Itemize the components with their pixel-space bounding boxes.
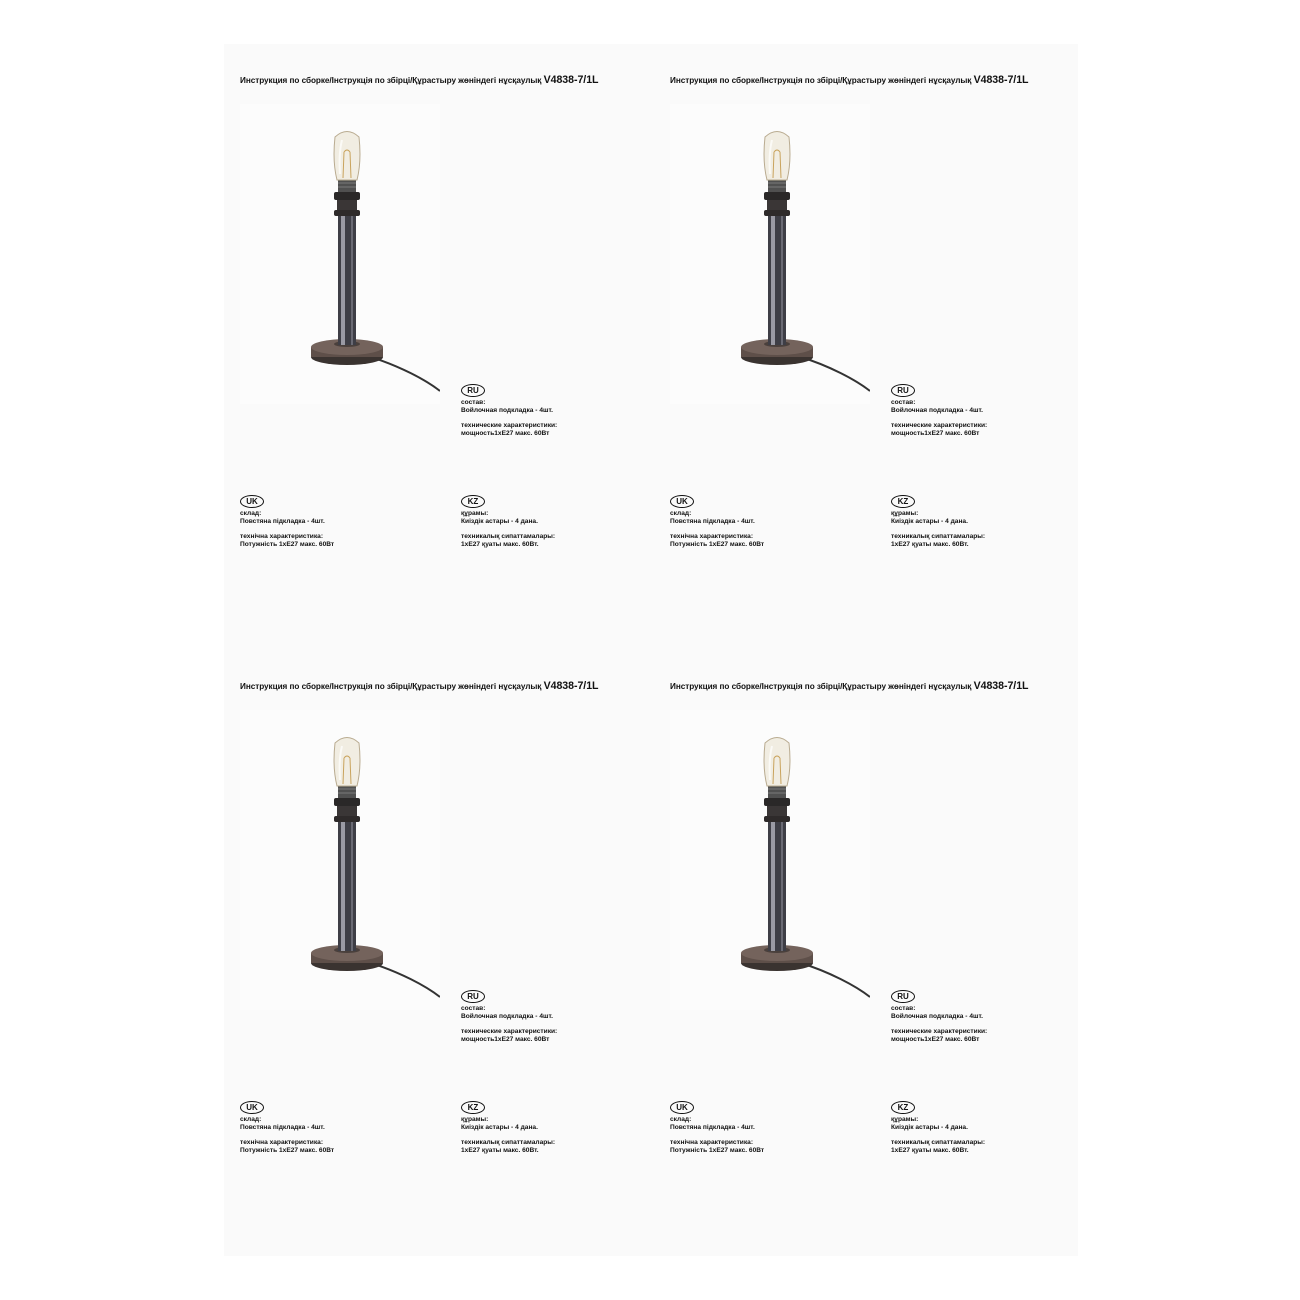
ru-section [891, 990, 987, 1043]
kz-specs-value: 1хE27 қуаты макс. 60Вт. [461, 1146, 539, 1154]
ru-composition-label: состав: [891, 1005, 916, 1012]
title-text: Инструкция по сборке/Інструкція по збірці/Құрастыру жөніндегі нұсқаулық [670, 76, 972, 85]
kz-composition-label: құрамы: [891, 510, 919, 517]
uk-composition-value: Повстяна підкладка - 4шт. [240, 517, 325, 525]
kz-language-badge: KZ [891, 495, 915, 508]
title-text: Инструкция по сборке/Інструкція по збірці/Құрастыру жөніндегі нұсқаулық [240, 682, 542, 691]
instruction-panel [654, 44, 1084, 650]
ru-section [891, 384, 987, 437]
kz-specs-label: техникалық сипаттамалары: [461, 533, 556, 541]
ru-specs-label: технические характеристики: [891, 1028, 988, 1036]
lamp-photo [670, 710, 870, 1010]
uk-specs-label: технічна характеристика: [240, 1139, 324, 1147]
ru-language-badge: RU [891, 384, 915, 397]
uk-language-badge: UK [670, 495, 694, 508]
ru-section [461, 990, 557, 1043]
model-number: V4838-7/1L [973, 74, 1029, 86]
uk-composition-label: склад: [240, 1116, 262, 1123]
instruction-sheet [224, 44, 1078, 1256]
uk-specs-label: технічна характеристика: [240, 533, 324, 541]
lamp-photo [670, 104, 870, 404]
kz-specs-label: техникалық сипаттамалары: [891, 1139, 986, 1147]
uk-section [240, 495, 334, 548]
model-number: V4838-7/1L [973, 680, 1029, 692]
kz-composition-value: Киіздік астары - 4 дана. [891, 517, 968, 525]
kz-composition-label: құрамы: [461, 1116, 489, 1123]
ru-composition-label: состав: [461, 399, 486, 406]
ru-composition-value: Войлочная подкладка - 4шт. [891, 1012, 983, 1020]
kz-language-badge: KZ [891, 1101, 915, 1114]
uk-composition-label: склад: [670, 510, 692, 517]
uk-specs-label: технічна характеристика: [670, 533, 754, 541]
kz-composition-label: құрамы: [461, 510, 489, 517]
kz-composition-value: Киіздік астары - 4 дана. [461, 1123, 538, 1131]
kz-specs-value: 1хE27 қуаты макс. 60Вт. [461, 540, 539, 548]
ru-specs-value: мощность1хE27 макс. 60Вт [891, 429, 980, 437]
ru-language-badge: RU [461, 990, 485, 1003]
ru-section [461, 384, 557, 437]
ru-specs-value: мощность1хE27 макс. 60Вт [891, 1035, 980, 1043]
uk-language-badge: UK [670, 1101, 694, 1114]
model-number: V4838-7/1L [543, 74, 599, 86]
uk-specs-value: Потужність 1хE27 макс. 60Вт [670, 540, 765, 548]
kz-language-badge: KZ [461, 495, 485, 508]
instruction-panel [654, 650, 1084, 1256]
kz-section [461, 1101, 555, 1154]
ru-specs-value: мощность1хE27 макс. 60Вт [461, 1035, 550, 1043]
ru-specs-label: технические характеристики: [891, 422, 988, 430]
uk-composition-value: Повстяна підкладка - 4шт. [670, 517, 755, 525]
kz-section [891, 1101, 985, 1154]
kz-specs-label: техникалық сипаттамалары: [891, 533, 986, 541]
uk-composition-value: Повстяна підкладка - 4шт. [670, 1123, 755, 1131]
lamp-photo [240, 104, 440, 404]
uk-section [240, 1101, 334, 1154]
kz-section [891, 495, 985, 548]
instruction-panel [224, 44, 654, 650]
uk-specs-value: Потужність 1хE27 макс. 60Вт [240, 1146, 335, 1154]
instruction-panel [224, 650, 654, 1256]
kz-section [461, 495, 555, 548]
uk-composition-label: склад: [240, 510, 262, 517]
ru-specs-label: технические характеристики: [461, 422, 558, 430]
ru-composition-value: Войлочная подкладка - 4шт. [461, 406, 553, 414]
kz-specs-value: 1хE27 қуаты макс. 60Вт. [891, 540, 969, 548]
ru-specs-label: технические характеристики: [461, 1028, 558, 1036]
uk-section [670, 495, 764, 548]
kz-specs-label: техникалық сипаттамалары: [461, 1139, 556, 1147]
lamp-photo [240, 710, 440, 1010]
instruction-title [240, 680, 598, 692]
ru-composition-value: Войлочная подкладка - 4шт. [461, 1012, 553, 1020]
uk-composition-value: Повстяна підкладка - 4шт. [240, 1123, 325, 1131]
kz-composition-value: Киіздік астары - 4 дана. [891, 1123, 968, 1131]
uk-composition-label: склад: [670, 1116, 692, 1123]
instruction-title [670, 74, 1028, 86]
instruction-title [670, 680, 1028, 692]
ru-composition-label: состав: [461, 1005, 486, 1012]
kz-specs-value: 1хE27 қуаты макс. 60Вт. [891, 1146, 969, 1154]
uk-specs-label: технічна характеристика: [670, 1139, 754, 1147]
title-text: Инструкция по сборке/Інструкція по збірці/Құрастыру жөніндегі нұсқаулық [240, 76, 542, 85]
ru-specs-value: мощность1хE27 макс. 60Вт [461, 429, 550, 437]
uk-specs-value: Потужність 1хE27 макс. 60Вт [670, 1146, 765, 1154]
uk-specs-value: Потужність 1хE27 макс. 60Вт [240, 540, 335, 548]
title-text: Инструкция по сборке/Інструкція по збірці/Құрастыру жөніндегі нұсқаулық [670, 682, 972, 691]
ru-language-badge: RU [461, 384, 485, 397]
kz-composition-label: құрамы: [891, 1116, 919, 1123]
uk-section [670, 1101, 764, 1154]
instruction-title [240, 74, 598, 86]
uk-language-badge: UK [240, 495, 264, 508]
uk-language-badge: UK [240, 1101, 264, 1114]
kz-composition-value: Киіздік астары - 4 дана. [461, 517, 538, 525]
kz-language-badge: KZ [461, 1101, 485, 1114]
ru-composition-label: состав: [891, 399, 916, 406]
ru-language-badge: RU [891, 990, 915, 1003]
model-number: V4838-7/1L [543, 680, 599, 692]
ru-composition-value: Войлочная подкладка - 4шт. [891, 406, 983, 414]
